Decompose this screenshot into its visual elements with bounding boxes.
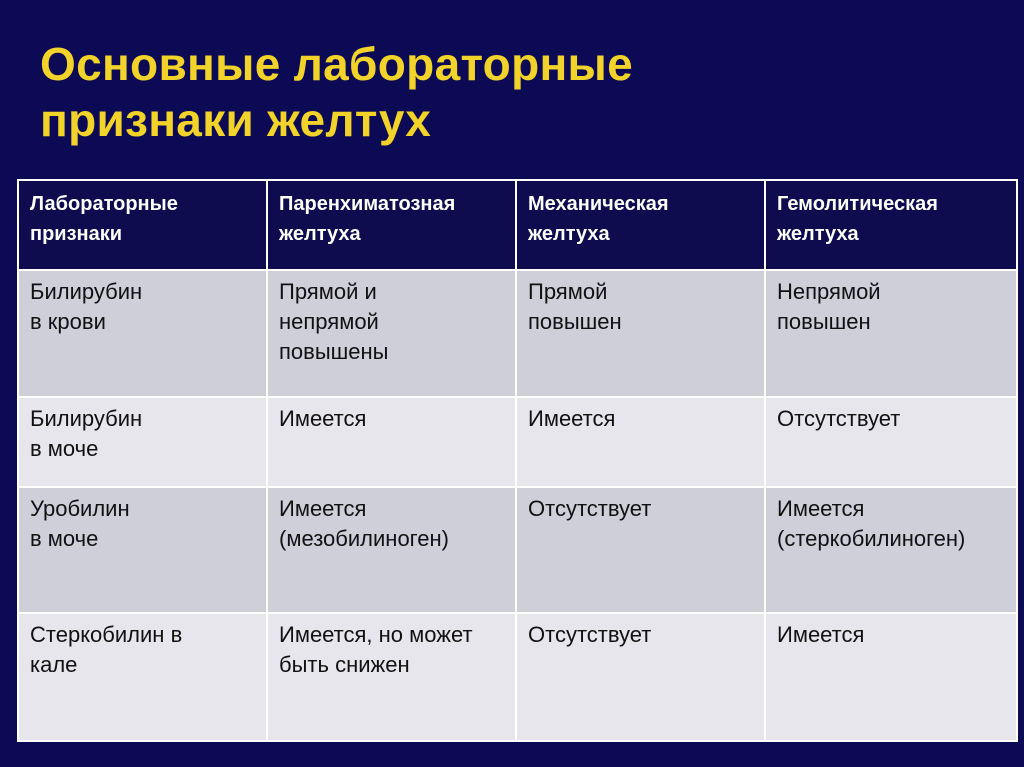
table-row <box>18 613 1017 741</box>
row-label: Уробилин в моче <box>18 487 267 613</box>
table-cell: Имеется <box>516 397 765 487</box>
table-cell: Прямой повышен <box>516 270 765 397</box>
table-cell: Отсутствует <box>765 397 1017 487</box>
header-hemolytic: Гемолитическая желтуха <box>765 180 1017 270</box>
header-mechanical: Механическая желтуха <box>516 180 765 270</box>
slide-title <box>40 36 980 148</box>
row-label: Билирубин в крови <box>18 270 267 397</box>
table-cell: Имеется, но может быть снижен <box>267 613 516 741</box>
slide-title-line-1: Основные лабораторные <box>40 38 634 90</box>
table-cell: Отсутствует <box>516 613 765 741</box>
table-cell: Прямой и непрямой повышены <box>267 270 516 397</box>
row-label: Стеркобилин в кале <box>18 613 267 741</box>
table-cell: Непрямой повышен <box>765 270 1017 397</box>
table-row <box>18 487 1017 613</box>
header-parenchymal: Паренхиматозная желтуха <box>267 180 516 270</box>
row-label: Билирубин в моче <box>18 397 267 487</box>
header-lab-signs: Лабораторные признаки <box>18 180 267 270</box>
table-cell: Имеется <box>267 397 516 487</box>
table-cell: Имеется (мезобилиноген) <box>267 487 516 613</box>
jaundice-lab-signs-table <box>17 179 1018 742</box>
table-header-row <box>18 180 1017 270</box>
table-row <box>18 397 1017 487</box>
table-cell: Имеется <box>765 613 1017 741</box>
table-cell: Имеется (стеркобилиноген) <box>765 487 1017 613</box>
slide-title-line-2: признаки желтух <box>40 94 432 146</box>
table-cell: Отсутствует <box>516 487 765 613</box>
table-row <box>18 270 1017 397</box>
